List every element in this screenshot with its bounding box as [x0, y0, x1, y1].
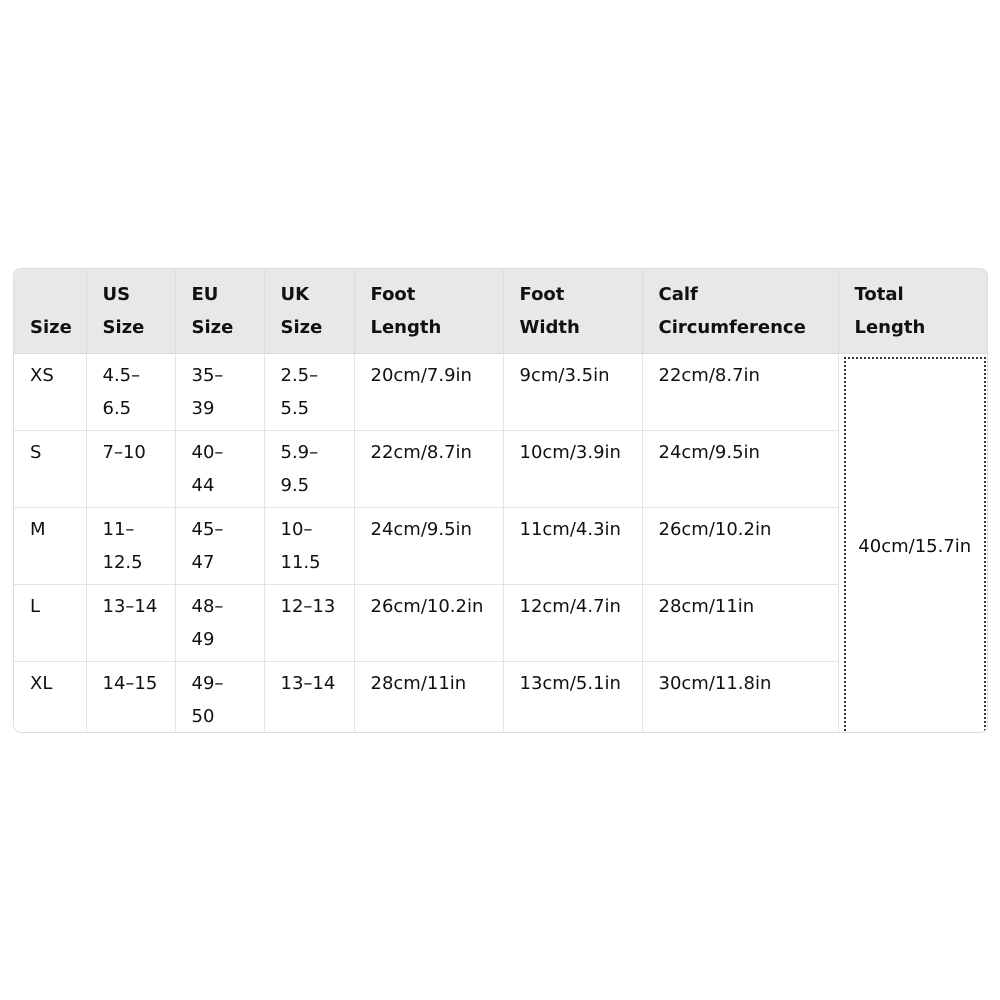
- cell-calf-circumference: 24cm/9.5in: [642, 431, 838, 508]
- cell-foot-width: 11cm/4.3in: [503, 508, 642, 585]
- cell-eu-size: 40– 44: [175, 431, 264, 508]
- cell-foot-length: 20cm/7.9in: [354, 354, 503, 431]
- cell-size: L: [14, 585, 86, 662]
- cell-foot-length: 28cm/11in: [354, 662, 503, 734]
- cell-size: XL: [14, 662, 86, 734]
- cell-eu-size: 45– 47: [175, 508, 264, 585]
- cell-eu-size: 35– 39: [175, 354, 264, 431]
- header-eu-size: EU Size: [175, 269, 264, 354]
- cell-foot-width: 9cm/3.5in: [503, 354, 642, 431]
- cell-calf-circumference: 26cm/10.2in: [642, 508, 838, 585]
- size-chart-table-container: [13, 268, 988, 733]
- size-chart-table: [14, 269, 988, 733]
- cell-size: S: [14, 431, 86, 508]
- table-header-row: [14, 269, 988, 354]
- header-foot-width: Foot Width: [503, 269, 642, 354]
- header-us-size: US Size: [86, 269, 175, 354]
- cell-foot-length: 22cm/8.7in: [354, 431, 503, 508]
- header-uk-size: UK Size: [264, 269, 354, 354]
- cell-us-size: 14–15: [86, 662, 175, 734]
- cell-foot-length: 26cm/10.2in: [354, 585, 503, 662]
- cell-foot-length: 24cm/9.5in: [354, 508, 503, 585]
- total-length-selection-box: [844, 357, 987, 733]
- table-row: [14, 354, 988, 431]
- cell-total-length-merged: [838, 354, 988, 734]
- cell-eu-size: 48– 49: [175, 585, 264, 662]
- cell-uk-size: 5.9– 9.5: [264, 431, 354, 508]
- cell-calf-circumference: 28cm/11in: [642, 585, 838, 662]
- cell-us-size: 4.5– 6.5: [86, 354, 175, 431]
- cell-calf-circumference: 22cm/8.7in: [642, 354, 838, 431]
- total-length-value: 40cm/15.7in: [858, 535, 972, 557]
- header-calf-circumference: Calf Circumference: [642, 269, 838, 354]
- header-size: Size: [14, 269, 86, 354]
- cell-size: XS: [14, 354, 86, 431]
- cell-us-size: 11– 12.5: [86, 508, 175, 585]
- cell-size: M: [14, 508, 86, 585]
- cell-us-size: 7–10: [86, 431, 175, 508]
- cell-uk-size: 10– 11.5: [264, 508, 354, 585]
- cell-foot-width: 10cm/3.9in: [503, 431, 642, 508]
- cell-calf-circumference: 30cm/11.8in: [642, 662, 838, 734]
- cell-uk-size: 13–14: [264, 662, 354, 734]
- cell-uk-size: 12–13: [264, 585, 354, 662]
- header-total-length: Total Length: [838, 269, 988, 354]
- header-foot-length: Foot Length: [354, 269, 503, 354]
- cell-foot-width: 12cm/4.7in: [503, 585, 642, 662]
- cell-eu-size: 49– 50: [175, 662, 264, 734]
- cell-foot-width: 13cm/5.1in: [503, 662, 642, 734]
- cell-uk-size: 2.5– 5.5: [264, 354, 354, 431]
- cell-us-size: 13–14: [86, 585, 175, 662]
